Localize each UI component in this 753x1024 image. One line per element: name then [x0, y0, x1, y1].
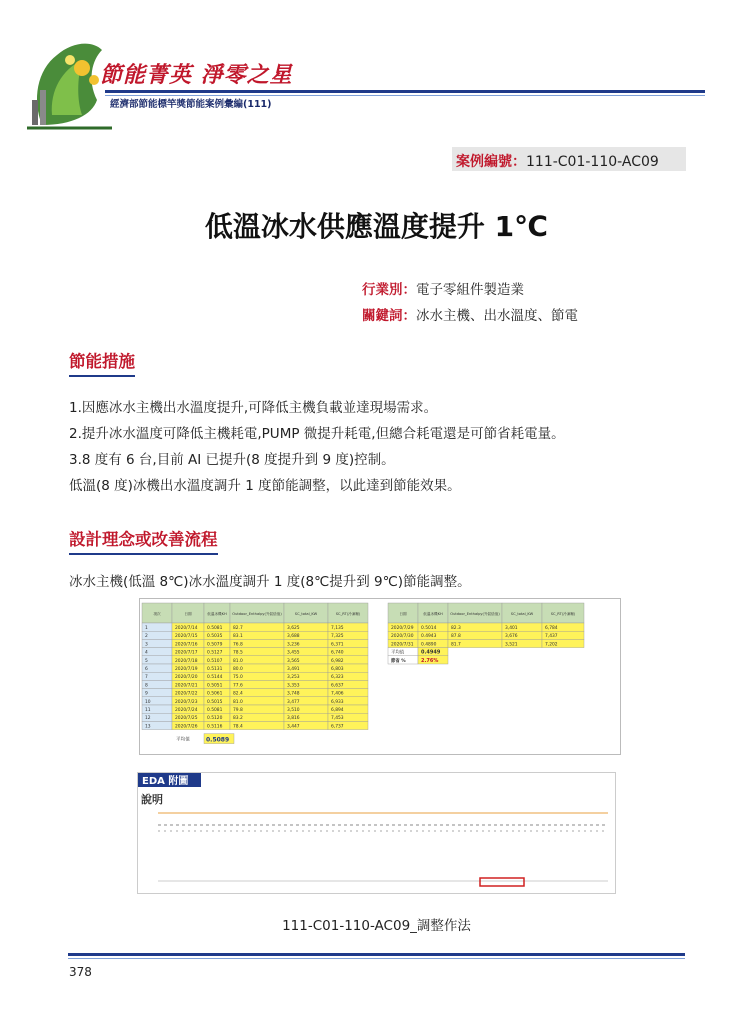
- table-header-text: 日期: [399, 612, 407, 616]
- table-cell-text: 5: [145, 658, 148, 664]
- table-cell-text: 2020/7/20: [175, 675, 198, 681]
- table-cell-text: 3,253: [287, 675, 300, 681]
- table-cell-text: 6,737: [331, 724, 344, 730]
- table-cell-text: 3,353: [287, 683, 300, 689]
- table-cell-text: 3,676: [505, 634, 518, 640]
- table-cell-text: 6: [145, 667, 148, 672]
- table-cell-text: 3,688: [287, 634, 300, 640]
- table-cell-text: 2020/7/30: [391, 634, 414, 640]
- table-cell-text: 0.5079: [207, 642, 223, 648]
- industry-value: 電子零組件製造業: [416, 282, 524, 298]
- table-cell-text: 0.5127: [207, 650, 223, 656]
- table-header-text: Outdoor_Enthalpy(外氣焓值): [232, 612, 282, 616]
- table-cell-text: 0.5035: [207, 634, 223, 640]
- eda-highlight-box: [480, 878, 524, 886]
- table-cell-text: 7,406: [331, 691, 344, 697]
- table-cell-text: 3,401: [505, 626, 518, 631]
- design-text: 冰水主機(低溫 8℃)冰水溫度調升 1 度(8℃提升到 9℃)節能調整。: [69, 574, 471, 590]
- table-cell-text: 6,637: [331, 683, 344, 689]
- table-cell-text: 7,437: [545, 634, 558, 640]
- table-cell-text: 76.8: [233, 642, 243, 648]
- table-cell-text: 2020/7/21: [175, 683, 198, 689]
- page-number: 378: [69, 965, 92, 979]
- right-average-value: 0.4949: [421, 649, 441, 656]
- header-rule: [105, 90, 705, 93]
- industry-row: [362, 278, 524, 298]
- table-cell-text: 87.8: [451, 634, 461, 640]
- table-cell-text: 6,784: [545, 626, 558, 631]
- table-header-text: 項次: [153, 612, 161, 616]
- table-cell-text: 2: [145, 634, 148, 640]
- measure-line-1: 1.因應冰水主機出水溫度提升,可降低主機負載並達現場需求。: [69, 400, 438, 416]
- table-header-text: Outdoor_Enthalpy(外氣焓值): [450, 612, 500, 616]
- data-table-svg: [140, 599, 620, 754]
- table-cell-text: 6,894: [331, 708, 344, 713]
- table-cell-text: 0.5131: [207, 667, 223, 672]
- table-cell-text: 2020/7/23: [175, 699, 198, 705]
- table-cell-text: 79.8: [233, 708, 243, 713]
- measure-line-2: 2.提升冰水溫度可降低主機耗電,PUMP 微提升耗電,但總合耗電還是可節省耗電量。: [69, 426, 565, 442]
- eda-tag: EDA 附圖: [142, 776, 189, 787]
- keywords-value: 冰水主機、出水溫度、節電: [416, 308, 578, 324]
- table-cell-text: 2020/7/24: [175, 708, 198, 713]
- table-cell-text: 0.4890: [421, 642, 437, 648]
- table-cell-text: 83.1: [233, 634, 243, 640]
- table-cell-text: 3,491: [287, 667, 300, 672]
- table-cell-text: 82.7: [233, 626, 243, 631]
- table-cell-text: 80.0: [233, 667, 243, 672]
- table-cell-text: 6,323: [331, 675, 344, 681]
- table-cell-text: 2020/7/18: [175, 658, 198, 664]
- table-cell-text: 12: [145, 716, 151, 722]
- brand-subtitle: 經濟部節能標竿獎節能案例彙編(111): [110, 99, 272, 110]
- table-cell-text: 3,455: [287, 650, 300, 656]
- table-cell-text: 2020/7/22: [175, 691, 198, 697]
- keywords-label: 關鍵詞：: [362, 308, 416, 324]
- table-cell-text: 6,803: [331, 667, 344, 672]
- table-cell-text: 81.0: [233, 658, 243, 664]
- table-cell-text: 81.7: [451, 642, 461, 648]
- table-cell-text: 7,135: [331, 626, 344, 631]
- case-number-label: 案例編號：: [456, 154, 526, 170]
- table-cell-text: 2020/7/29: [391, 626, 414, 631]
- table-cell-text: 7,202: [545, 642, 558, 648]
- table-cell-text: 7,325: [331, 634, 344, 640]
- eda-title: 說明: [141, 793, 163, 806]
- table-cell-text: 13: [145, 724, 151, 730]
- table-cell-text: 3,477: [287, 699, 300, 705]
- table-cell-text: 3,625: [287, 626, 300, 631]
- table-cell-text: 2020/7/17: [175, 650, 198, 656]
- industry-label: 行業別：: [362, 282, 416, 298]
- table-cell-text: 0.5015: [207, 699, 223, 705]
- saving-value: 2.76%: [421, 657, 439, 664]
- table-cell-text: 3,236: [287, 642, 300, 648]
- table-cell-text: 2020/7/14: [175, 626, 198, 631]
- table-cell-text: 82.3: [451, 626, 461, 631]
- table-cell-text: 2020/7/26: [175, 724, 198, 730]
- table-cell-text: 3,521: [505, 642, 518, 648]
- data-table-figure: [139, 598, 621, 755]
- table-cell-text: 2020/7/31: [391, 642, 414, 648]
- figure-caption: 111-C01-110-AC09_調整作法: [282, 918, 471, 934]
- table-cell-text: 81.0: [233, 699, 243, 705]
- table-cell-text: 1: [145, 626, 148, 631]
- eda-chart-svg: [138, 773, 615, 893]
- table-cell-text: 3,447: [287, 724, 300, 730]
- table-cell-text: 2020/7/25: [175, 716, 198, 722]
- keywords-row: [362, 304, 578, 324]
- table-cell-text: 11: [145, 708, 151, 713]
- case-number-value: 111-C01-110-AC09: [526, 154, 659, 170]
- table-cell-text: 0.5144: [207, 675, 223, 681]
- table-cell-text: 0.5014: [421, 626, 437, 631]
- saving-label: 節省 %: [391, 658, 406, 664]
- table-cell-text: 6,982: [331, 658, 344, 664]
- table-cell-text: 3: [145, 642, 148, 648]
- table-cell-text: 78.5: [233, 650, 243, 656]
- measure-line-3: 3.8 度有 6 台,目前 AI 已提升(8 度提升到 9 度)控制。: [69, 452, 395, 468]
- table-header-text: SC_total_KW: [510, 612, 534, 616]
- table-header-text: SC_total_KW: [294, 612, 318, 616]
- table-cell-text: 10: [145, 699, 151, 705]
- table-cell-text: 0.4943: [421, 634, 437, 640]
- table-header-text: SC_RT(冷凍噸): [335, 612, 361, 616]
- measure-line-4: 低溫(8 度)冰機出水溫度調升 1 度節能調整，以此達到節能效果。: [69, 478, 461, 494]
- footer-rule-thin: [68, 958, 685, 959]
- table-cell-text: 0.5081: [207, 626, 223, 631]
- brand-title: 節能菁英 淨零之星: [100, 62, 293, 88]
- table-cell-text: 2020/7/16: [175, 642, 198, 648]
- right-average-label: 平均值: [391, 650, 405, 656]
- table-cell-text: 3,816: [287, 716, 300, 722]
- table-cell-text: 2020/7/19: [175, 667, 198, 672]
- table-cell-text: 6,740: [331, 650, 344, 656]
- table-header-text: 低溫冰機KH: [423, 612, 443, 616]
- table-cell-text: 4: [145, 650, 148, 656]
- table-cell-text: 3,510: [287, 708, 300, 713]
- table-header-text: SC_RT(冷凍噸): [550, 612, 576, 616]
- section-heading-design: 設計理念或改善流程: [69, 526, 218, 555]
- table-cell-text: 3,748: [287, 691, 300, 697]
- table-cell-text: 0.5051: [207, 683, 223, 689]
- left-average-label: 平均值: [176, 737, 190, 743]
- table-cell-text: 8: [145, 683, 148, 689]
- table-cell-text: 0.5081: [207, 708, 223, 713]
- table-cell-text: 7,453: [331, 716, 344, 722]
- table-cell-text: 0.5107: [207, 658, 223, 664]
- table-header-text: 低溫冰機KH: [207, 612, 227, 616]
- table-cell-text: 75.0: [233, 675, 243, 681]
- left-average-value: 0.5089: [206, 736, 230, 744]
- case-number: [456, 151, 659, 171]
- section-heading-measures: 節能措施: [69, 348, 135, 377]
- table-cell-text: 2020/7/15: [175, 634, 198, 640]
- table-cell-text: 3,565: [287, 658, 300, 664]
- table-cell-text: 82.4: [233, 691, 243, 697]
- table-cell-text: 0.5120: [207, 716, 223, 722]
- footer-rule: [68, 953, 685, 956]
- table-cell-text: 0.5116: [207, 724, 223, 730]
- table-cell-text: 83.2: [233, 716, 243, 722]
- page-title: 低溫冰水供應溫度提升 1℃: [204, 210, 549, 243]
- table-header-text: 日期: [184, 612, 192, 616]
- table-cell-text: 6,371: [331, 642, 344, 648]
- table-cell-text: 7: [145, 675, 148, 681]
- eda-chart-figure: [137, 772, 616, 894]
- table-cell-text: 0.5061: [207, 691, 223, 697]
- table-cell-text: 77.6: [233, 683, 243, 689]
- table-cell-text: 6,933: [331, 699, 344, 705]
- table-cell-text: 9: [145, 691, 148, 697]
- table-cell-text: 78.4: [233, 724, 243, 730]
